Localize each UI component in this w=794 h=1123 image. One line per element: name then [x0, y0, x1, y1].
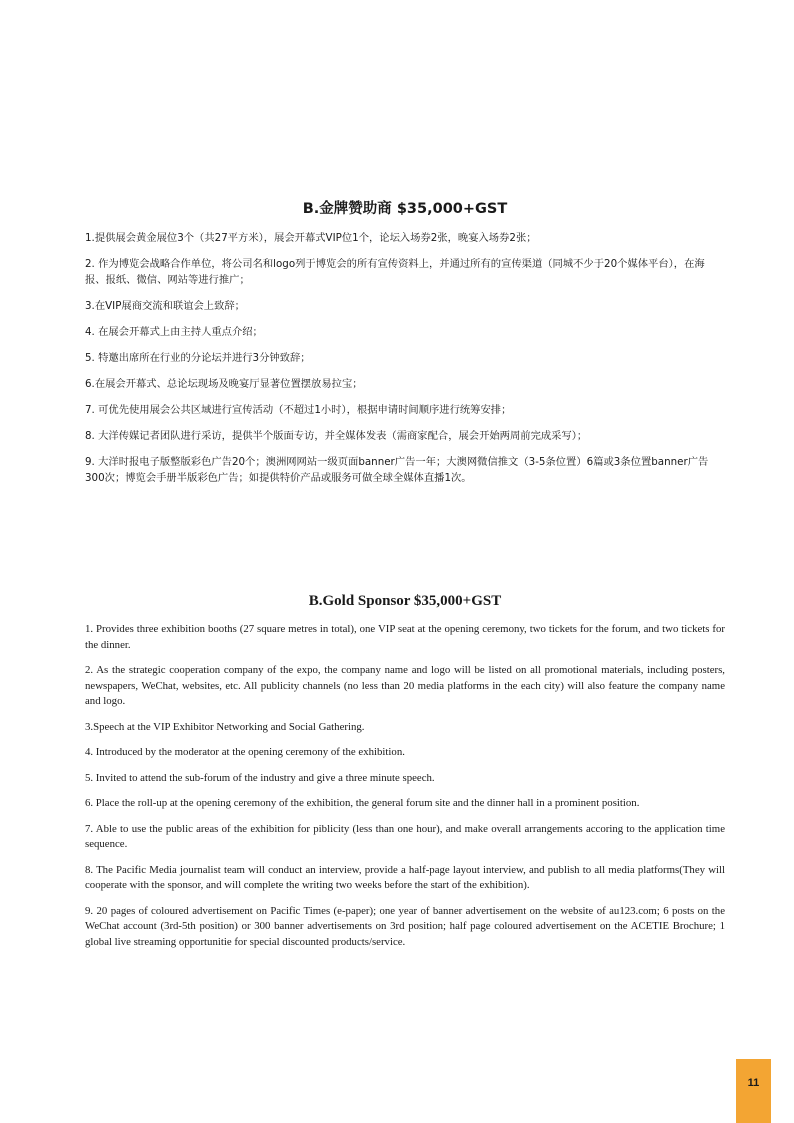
english-item-2: 2. As the strategic cooperation company of the expo, the company name and logo will be listed on all promotional materials, including posters, newspapers, WeChat, websites, etc. All publicity channels (no less than 20 media platforms in the each city) will also feature the company name and logo. [85, 664, 725, 707]
english-item-1: 1. Provides three exhibition booths (27 square metres in total), one VIP seat at the opening ceremony, two tickets for the forum, and two tickets for the dinner. [85, 623, 725, 651]
chinese-item-5: 5. 特邀出席所在行业的分论坛并进行3分钟致辞； [85, 352, 311, 364]
chinese-section [85, 197, 725, 496]
chinese-item-6: 6.在展会开幕式、总论坛现场及晚宴厅显著位置摆放易拉宝； [85, 378, 363, 390]
chinese-item-1: 1.提供展会黄金展位3个（共27平方米），展会开幕式VIP位1个，论坛入场券2张，晚宴入场券2张； [85, 232, 537, 244]
english-item-7: 7. Able to use the public areas of the exhibition for piblicity (less than one hour), and make overall arrangements accoring to the application time sequence. [85, 822, 725, 850]
chinese-item-3: 3.在VIP展商交流和联谊会上致辞； [85, 300, 245, 312]
english-item-5: 5. Invited to attend the sub-forum of the industry and give a three minute speech. [85, 771, 435, 784]
chinese-title: B.金牌赞助商 $35,000+GST [302, 201, 508, 217]
chinese-item-9: 9. 大洋时报电子版整版彩色广告20个；澳洲网网站一级页面banner广告一年；大澳网微信推文（3-5条位置）6篇或3条位置banner广告300次；博览会手册半版彩色广告；如提供特价产品或服务可做全球全媒体直播1次。 [85, 456, 709, 484]
page-number-tab [736, 1059, 771, 1123]
chinese-item-4: 4. 在展会开幕式上由主持人重点介绍； [85, 326, 263, 338]
english-item-8: 8. The Pacific Media journalist team will conduct an interview, provide a half-page layout interview, and publish to all media platforms(They will cooperate with the sponsor, and will complete the writing two weeks before the start of the exhibition). [85, 863, 725, 891]
english-item-3: 3.Speech at the VIP Exhibitor Networking and Social Gathering. [85, 720, 365, 733]
english-item-4: 4. Introduced by the moderator at the opening ceremony of the exhibition. [85, 746, 405, 758]
english-section [85, 593, 725, 960]
english-item-9: 9. 20 pages of coloured advertisement on Pacific Times (e-paper); one year of banner advertisement on the website of au123.com; 6 posts on the WeChat account (3rd-5th position) or 300 banner advertisements on 3rd position; half page coloured advertisement on the ACETIE Brochure; 1 global live streaming opportunitie for special discounted products/service. [85, 904, 725, 948]
english-title: B.Gold Sponsor $35,000+GST [308, 593, 502, 609]
english-item-6: 6. Place the roll-up at the opening ceremony of the exhibition, the general forum site and the dinner hall in a prominent position. [85, 797, 640, 809]
page-number: 11 [747, 1077, 760, 1089]
chinese-item-2: 2. 作为博览会战略合作单位，将公司名和logo列于博览会的所有宣传资料上，并通过所有的宣传渠道（同城不少于20个媒体平台），在海报、报纸、微信、网站等进行推广； [85, 258, 705, 286]
chinese-item-8: 8. 大洋传媒记者团队进行采访，提供半个版面专访，并全媒体发表（需商家配合，展会开始两周前完成采写）； [85, 430, 588, 442]
chinese-item-7: 7. 可优先使用展会公共区域进行宣传活动（不超过1小时），根据申请时间顺序进行统筹安排； [85, 404, 512, 416]
